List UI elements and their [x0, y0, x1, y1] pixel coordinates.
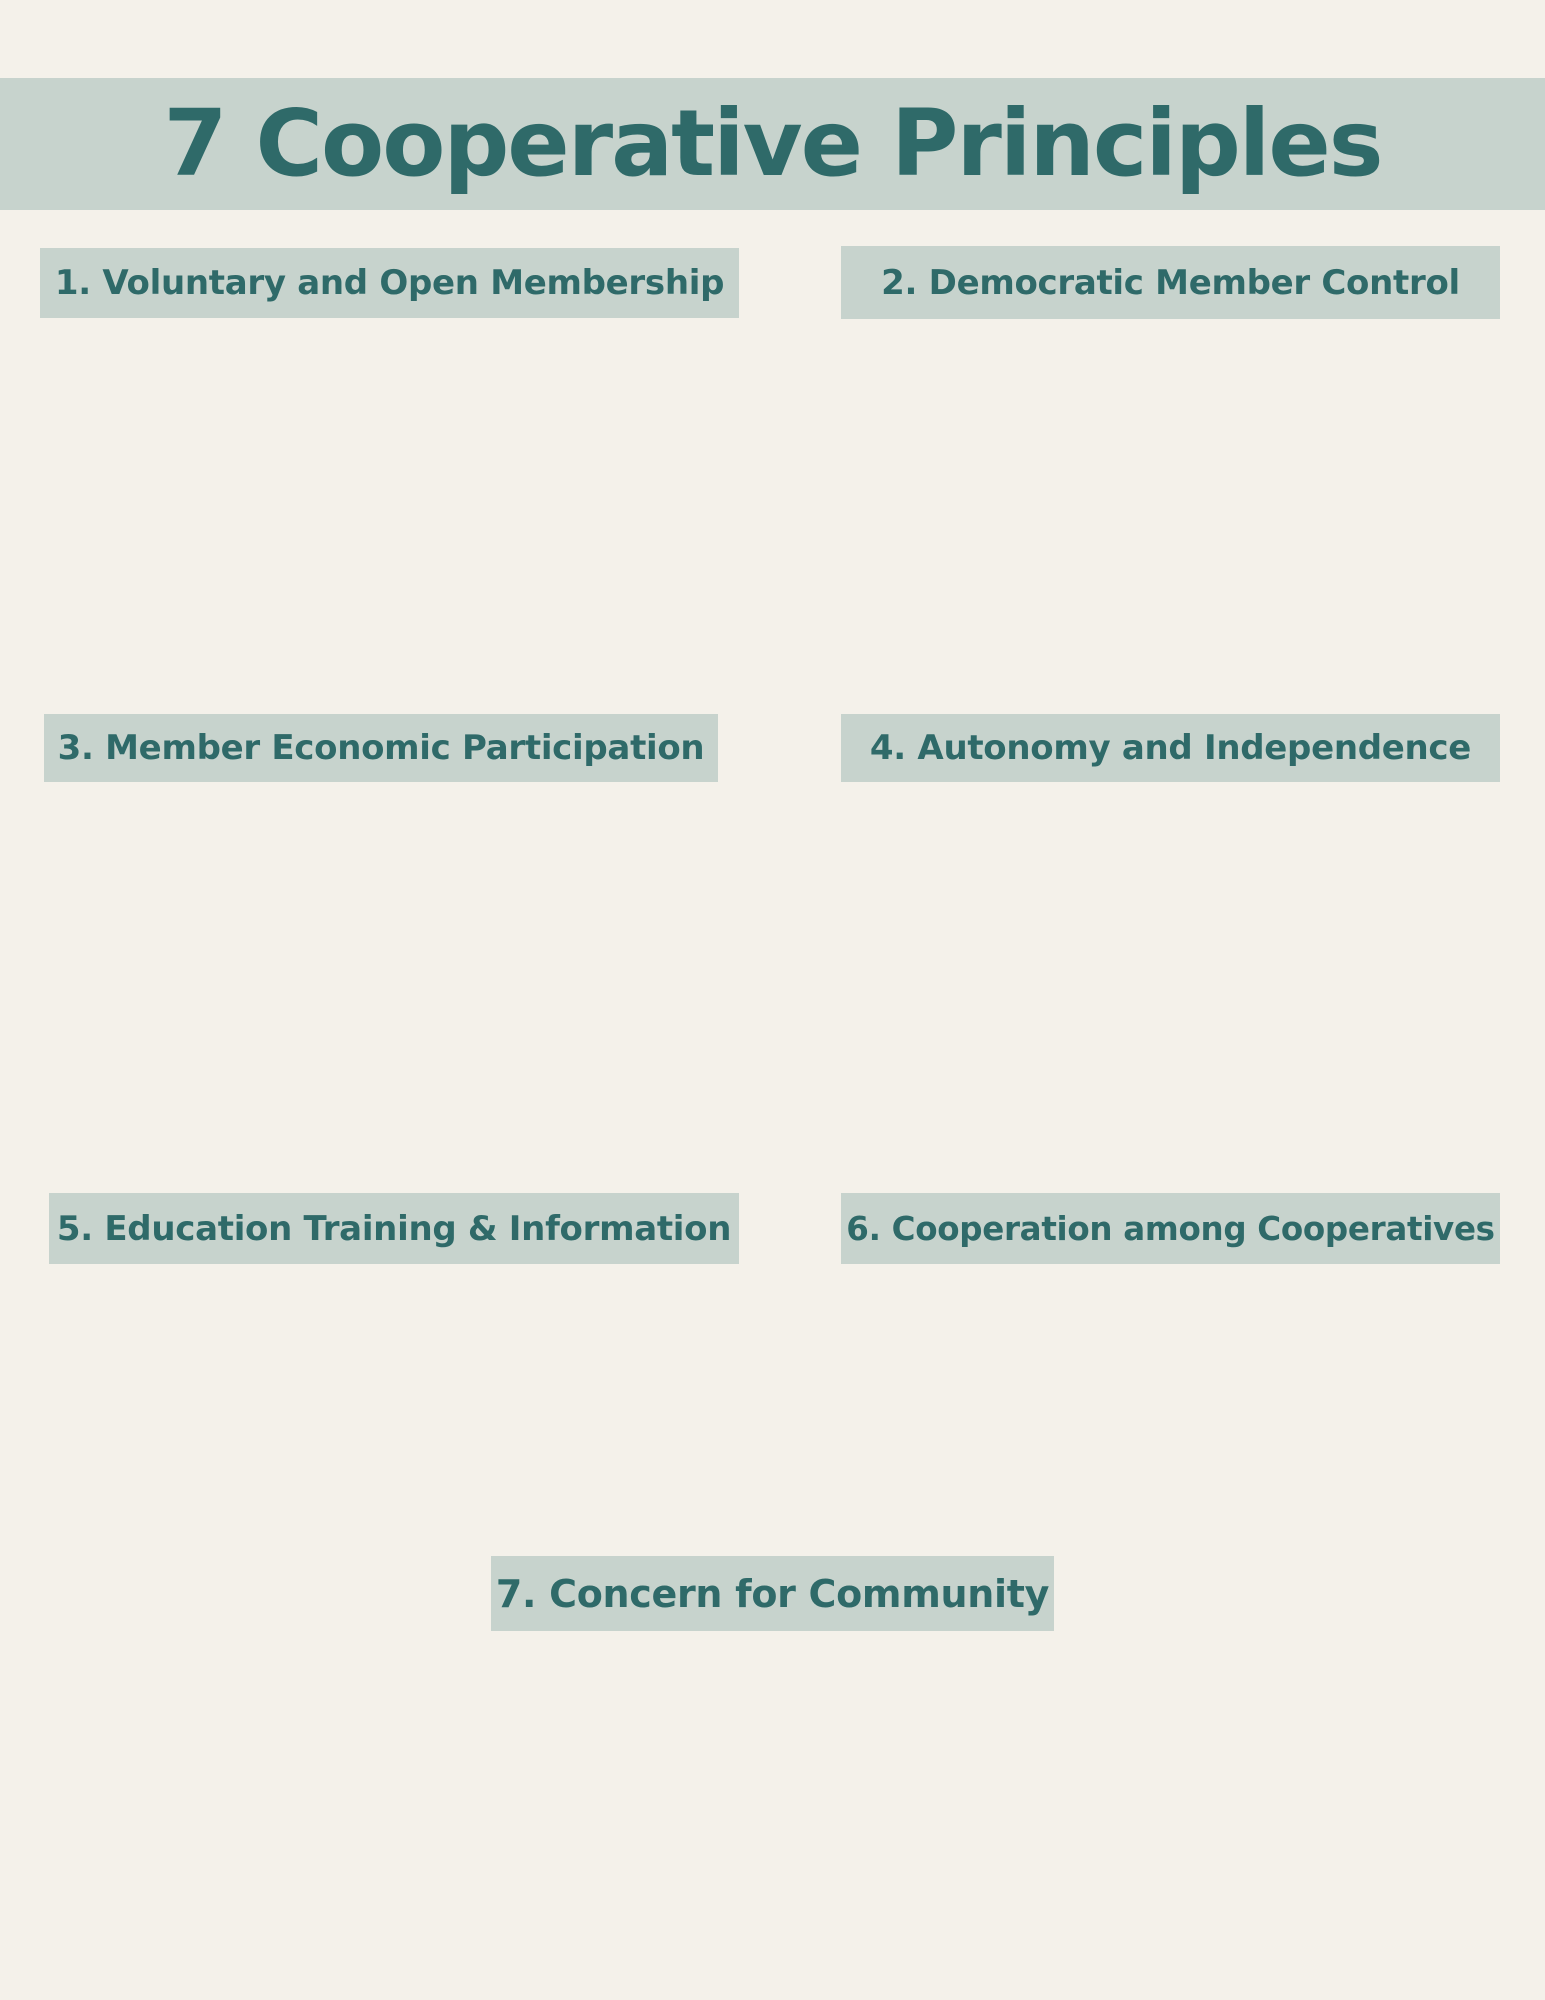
principle-2-body: [832, 339, 1510, 588]
text-line: [100, 1870, 1445, 1912]
text-line: [44, 806, 744, 848]
principle-1-heading: [40, 248, 739, 318]
principle-4-heading: [841, 714, 1500, 782]
text-line: [40, 505, 739, 547]
text-line: [832, 1288, 1526, 1330]
text-line: [100, 1787, 1445, 1829]
principle-3-heading-text: 3. Member Economic Participation: [57, 728, 705, 768]
text-line: [100, 1828, 1445, 1870]
principle-4-heading-text: 4. Autonomy and Independence: [869, 728, 1472, 768]
text-line: [832, 339, 1510, 381]
principle-5-heading: [49, 1193, 739, 1264]
text-line: [44, 972, 744, 1014]
text-line: [44, 889, 744, 931]
text-line: [44, 848, 744, 890]
principle-7-body: [100, 1662, 1445, 1911]
principle-5-heading-text: 5. Education Training & Information: [56, 1208, 732, 1249]
text-line: [832, 1371, 1526, 1413]
principle-4-body: [832, 806, 1510, 1138]
text-line: [832, 889, 1510, 931]
text-line: [100, 1745, 1445, 1787]
principle-3-body: [44, 806, 744, 1138]
text-line: [832, 1097, 1510, 1139]
title-banner: [0, 78, 1545, 210]
text-line: [832, 848, 1510, 890]
principle-1-body: [40, 339, 739, 630]
text-line: [832, 505, 1510, 547]
principle-7-heading: [491, 1556, 1054, 1631]
text-line: [40, 547, 739, 589]
principle-6-heading: [841, 1193, 1500, 1264]
text-line: [40, 588, 739, 630]
text-line: [832, 547, 1510, 589]
text-line: [40, 422, 739, 464]
text-line: [40, 1376, 740, 1418]
text-line: [44, 1055, 744, 1097]
principle-1-heading-text: 1. Voluntary and Open Membership: [54, 263, 725, 303]
principle-2-heading-text: 2. Democratic Member Control: [881, 262, 1460, 303]
text-line: [832, 1330, 1526, 1372]
text-line: [832, 806, 1510, 848]
text-line: [40, 339, 739, 381]
text-line: [832, 1014, 1510, 1056]
text-line: [40, 1293, 740, 1335]
text-line: [100, 1704, 1445, 1746]
text-line: [832, 931, 1510, 973]
text-line: [100, 1662, 1445, 1704]
principle-6-heading-text: 6. Cooperation among Cooperatives: [846, 1209, 1495, 1248]
text-line: [40, 381, 739, 423]
text-line: [832, 1055, 1510, 1097]
principle-6-body: [832, 1288, 1526, 1454]
text-line: [44, 1014, 744, 1056]
text-line: [44, 1097, 744, 1139]
principle-5-body: [40, 1293, 740, 1418]
text-line: [44, 931, 744, 973]
text-line: [832, 422, 1510, 464]
text-line: [832, 464, 1510, 506]
page-title: 7 Cooperative Principles: [163, 90, 1382, 197]
principle-2-heading: [841, 246, 1500, 319]
text-line: [832, 972, 1510, 1014]
text-line: [40, 464, 739, 506]
text-line: [832, 381, 1510, 423]
principle-7-heading-text: 7. Concern for Community: [495, 1571, 1050, 1616]
text-line: [832, 1413, 1526, 1455]
principle-3-heading: [44, 714, 718, 782]
text-line: [40, 1335, 740, 1377]
